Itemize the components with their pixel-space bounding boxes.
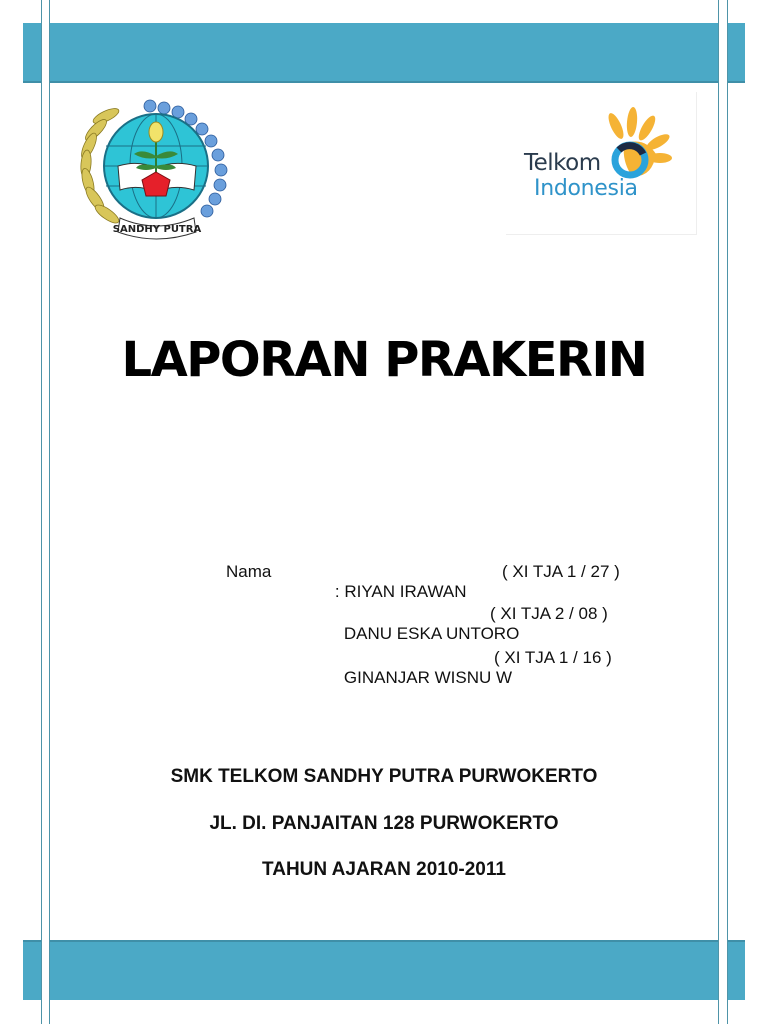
telkom-indonesia-logo [506, 92, 697, 235]
student-name: DANU ESKA UNTORO [343, 624, 520, 643]
top-banner-bar [23, 23, 745, 83]
student-class: ( XI TJA 2 / 08 ) [490, 604, 608, 623]
indonesia-wordmark: Indonesia [534, 176, 638, 201]
right-border-gap-bottom [719, 940, 727, 1000]
academic-year: TAHUN AJARAN 2010-2011 [262, 859, 506, 880]
student-name: GINANJAR WISNU W [343, 668, 513, 687]
school-address: JL. DI. PANJAITAN 128 PURWOKERTO [209, 813, 559, 834]
student-class: ( XI TJA 1 / 27 ) [502, 562, 620, 581]
school-name: SMK TELKOM SANDHY PUTRA PURWOKERTO [170, 766, 598, 787]
name-colon: : [334, 582, 345, 601]
names-label: Nama [226, 562, 272, 581]
emblem-icon [78, 94, 246, 244]
left-border-gap-bottom [41, 940, 49, 1000]
school-emblem-logo [78, 94, 246, 244]
student-row [325, 648, 512, 708]
emblem-banner-text: SANDHY PUTRA [112, 224, 202, 235]
telkom-wordmark: Telkom [524, 150, 601, 176]
document-title: LAPORAN PRAKERIN [121, 332, 647, 388]
bottom-banner-bar [23, 940, 745, 1000]
right-border-gap-top [719, 23, 727, 83]
student-name: RIYAN IRAWAN [344, 582, 467, 601]
student-class: ( XI TJA 1 / 16 ) [494, 648, 612, 667]
left-border-gap-top [41, 23, 49, 83]
